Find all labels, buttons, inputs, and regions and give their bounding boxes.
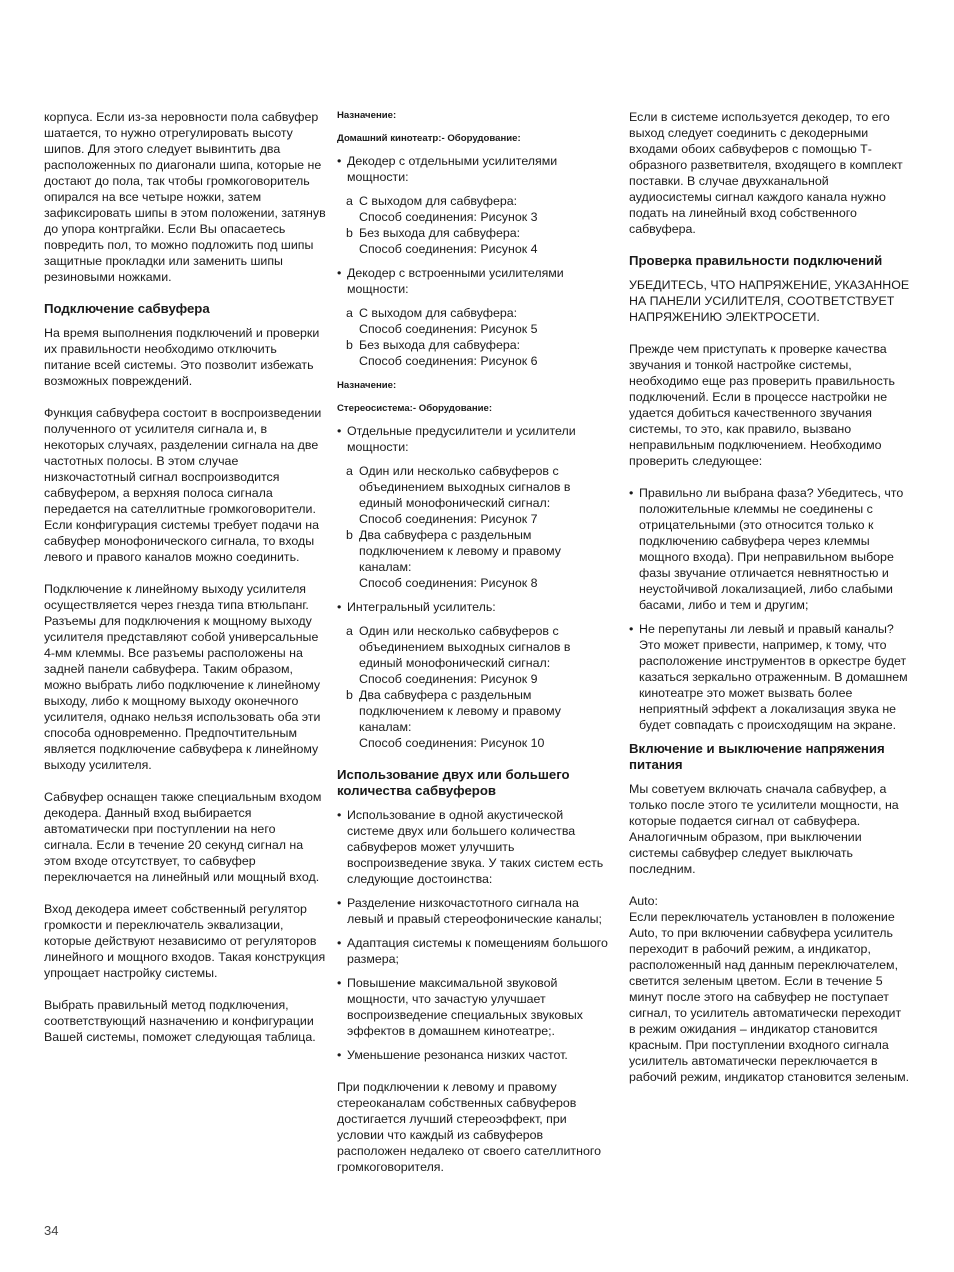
list-item-text: Два сабвуфера с раздельным подключением к левому и правому каналам: Способ соединения: Рисунок 8 [359,528,561,590]
list-item-text: Интегральный усилитель: [347,600,496,614]
list-item [337,423,609,455]
bullet-marker: • [629,486,634,500]
list-item-text: Использование в одной акустической системе двух или большего количества сабвуферов может улучшить воспроизведение звука. У таких систем есть следующие достоинства: [347,808,604,886]
list-item-text: Декодер с отдельными усилителями мощности: [347,154,558,184]
paragraph: Если переключатель установлен в положение Auto, то при включении сабвуфера усилитель переходит в рабочий режим, а индикатор, расположенный над данным переключателем, светится зеленым цветом. Если в течение 5 минут после этого на сабвуфер не поступает сигнал, то усилитель автоматически переходит в режим ожидания – индикатор становится красным. При поступлении входного сигнала усилитель автоматически переключается в рабочий режим, индикатор становится зеленым. [629,910,910,1084]
list-item [337,687,609,751]
list-item [629,485,911,613]
letter-marker: a [346,624,353,638]
list-item-text: Разделение низкочастотного сигнала на левый и правый стереофонические каналы; [347,896,602,926]
section-heading-connection-check: Проверка правильности подключений [629,253,883,268]
paragraph: Прежде чем приступать к проверке качества звучания и тонкой настройке системы, необходимо еще раз проверить правильность подключений. Если в процессе настройки не удается добиться качественного звучания системы, то это, как правило, вызвано неправильным подключением. Необходимо проверить следующее: [629,342,895,468]
list-item [337,807,609,887]
page-number: 34 [44,1223,59,1238]
section-heading-subwoofer-connection: Подключение сабвуфера [44,301,210,316]
list-item-text: Уменьшение резонанса низких частот. [347,1048,568,1062]
paragraph: Если в системе используется декодер, то его выход следует соединить с декодерными входами обоих сабвуферов с помощью Т-образного разветвителя, входящего в комплект поставки. В случае двухканальной аудиосистемы сигнал каждого канала нужно подать на линейный вход собственного сабвуфера. [629,110,903,236]
list-item-text: Один или несколько сабвуферов с объединением выходных сигналов в единый монофонический сигнал: Способ соединения: Рисунок 7 [359,464,571,526]
list-item [337,463,609,527]
paragraph: Функция сабвуфера состоит в воспроизведении полученного от усилителя сигнала и, в некоторых случаях, разделении сигнала на две частотных полосы. В этом случае низкочастотный сигнал воспроизводится сабвуфером, а верхняя полоса сигнала передается на сателлитные громкоговорители. Если конфигурация системы требует подачи на сабвуфер монофонического сигнала, то входы левого и правого каналов можно соединить. [44,406,322,564]
list-item-text: С выходом для сабвуфера: Способ соединения: Рисунок 3 [359,194,538,224]
bullet-marker: • [337,600,342,614]
letter-marker: a [346,306,353,320]
paragraph: Сабвуфер оснащен также специальным входом декодера. Данный вход выбирается автоматически при поступлении на него сигнала. Если в течение 20 секунд сигнал на этом входе отсутствует, то сабвуфер переключается на линейный или мощный вход. [44,790,322,884]
list-item [337,1047,609,1063]
list-item [337,975,609,1039]
list-item [337,895,609,927]
paragraph: При подключении к левому и правому стереоканалам собственных сабвуферов достигается лучший стереоэффект, при условии что каждый из сабвуферов расположен недалеко от своего сателлитного громкоговорителя. [337,1080,601,1174]
letter-marker: b [346,226,353,240]
warning-paragraph: УБЕДИТЕСЬ, ЧТО НАПРЯЖЕНИЕ, УКАЗАННОЕ НА ПАНЕЛИ УСИЛИТЕЛЯ, СООТВЕТСТВУЕТ НАПРЯЖЕНИЮ ЭЛЕКТРОСЕТИ. [629,278,910,324]
section-heading-power-on-off: Включение и выключение напряжения питания [629,741,885,772]
paragraph: корпуса. Если из-за неровности пола сабвуфер шатается, то нужно отрегулировать высоту шипов. Для этого следует вывинтить два расположенных по диагонали шипа, которые не достают до пола, так чтобы громкоговоритель опирался на все четыре ножки, затем зафиксировать шипы в этом положении, затянув до упора контргайки. Если Вы опасаетесь повредить пол, то можно подложить под шипы защитные прокладки или заменить шипы резиновыми ножками. [44,110,326,284]
list-item-text: Повышение максимальной звуковой мощности, что зачастую улучшает воспроизведение специальных звуковых эффектов в домашнем кинотеатре;. [347,976,584,1038]
bullet-marker: • [337,936,342,950]
list-item [337,265,609,297]
bullet-marker: • [337,266,342,280]
letter-marker: a [346,464,353,478]
list-item [337,623,609,687]
list-item-text: Правильно ли выбрана фаза? Убедитесь, что положительные клеммы не соединены с отрицательными (это относится только к подключению сабвуфера через клеммы мощного входа). При неправильном выборе фазы звучание отличается невнятностью и неустойчивой локализацией, либо слабыми басами, либо и тем и другим; [639,486,904,612]
paragraph: Мы советуем включать сначала сабвуфер, а только после этого те усилители мощности, на которые подается сигнал от сабвуфера. Аналогичным образом, при выключении системы сабвуфер следует выключать последним. [629,782,899,876]
purpose-label: Назначение: [337,110,397,121]
list-item [337,337,609,369]
list-item [337,225,609,257]
paragraph: Подключение к линейному выходу усилителя осуществляется через гнезда типа втюльпанг. Разъемы для подключения к мощному выходу усилителя представляют собой универсальные 4-мм клеммы. Все разъемы расположены на задней панели сабвуфера. Таким образом, можно выбрать либо подключение к линейному выходу, либо к мощному выходу оконечного усилителя, однако нельзя использовать оба эти способа одновременно. Предпочтительным является подключение сабвуфера к линейному выходу усилителя. [44,582,321,772]
list-item [337,527,609,591]
letter-marker: a [346,194,353,208]
list-item [337,599,609,615]
letter-marker: b [346,528,353,542]
list-item-text: Без выхода для сабвуфера: Способ соединения: Рисунок 6 [359,338,538,368]
list-item-text: Один или несколько сабвуферов с объединением выходных сигналов в единый монофонический сигнал: Способ соединения: Рисунок 9 [359,624,571,686]
bullet-marker: • [629,622,634,636]
list-item [337,305,609,337]
list-item-text: Отдельные предусилители и усилители мощности: [347,424,576,454]
column-1 [44,109,326,1045]
letter-marker: b [346,688,353,702]
bullet-marker: • [337,976,342,990]
list-item-text: Без выхода для сабвуфера: Способ соединения: Рисунок 4 [359,226,538,256]
paragraph: Выбрать правильный метод подключения, соответствующий назначению и конфигурации Вашей системы, поможет следующая таблица. [44,998,316,1044]
letter-marker: b [346,338,353,352]
purpose-label: Назначение: [337,380,397,391]
list-item [337,935,609,967]
list-item-text: С выходом для сабвуфера: Способ соединения: Рисунок 5 [359,306,538,336]
bullet-marker: • [337,808,342,822]
list-item-text: Адаптация системы к помещениям большого размера; [347,936,608,966]
bullet-marker: • [337,154,342,168]
home-theater-label: Домашний кинотеатр:- Оборудование: [337,133,521,144]
column-3 [629,109,911,1085]
auto-label: Auto: [629,894,658,908]
paragraph: Вход декодера имеет собственный регулятор громкости и переключатель эквализации, которые действуют независимо от регуляторов линейного и мощного входов. Такая конструкция упрощает настройку системы. [44,902,326,980]
paragraph: На время выполнения подключений и проверки их правильности необходимо отключить питание всей системы. Это позволит избежать возможных повреждений. [44,326,320,388]
column-2 [337,109,609,1175]
list-item [629,621,911,733]
section-heading-multiple-subwoofers: Использование двух или большего количества сабвуферов [337,767,570,798]
list-item [337,153,609,185]
bullet-marker: • [337,896,342,910]
bullet-marker: • [337,1048,342,1062]
list-item-text: Декодер с встроенными усилителями мощности: [347,266,564,296]
list-item-text: Два сабвуфера с раздельным подключением к левому и правому каналам: Способ соединения: Рисунок 10 [359,688,561,750]
stereo-system-label: Стереосистема:- Оборудование: [337,403,493,414]
list-item [337,193,609,225]
bullet-marker: • [337,424,342,438]
list-item-text: Не перепутаны ли левый и правый каналы? Это может привести, например, к тому, что расположение инструментов в оркестре будет казаться зеркально отраженным. В домашнем кинотеатре это может вызвать более неприятный эффект а локализация звука не будет совпадать с происходящим на экране. [639,622,908,732]
